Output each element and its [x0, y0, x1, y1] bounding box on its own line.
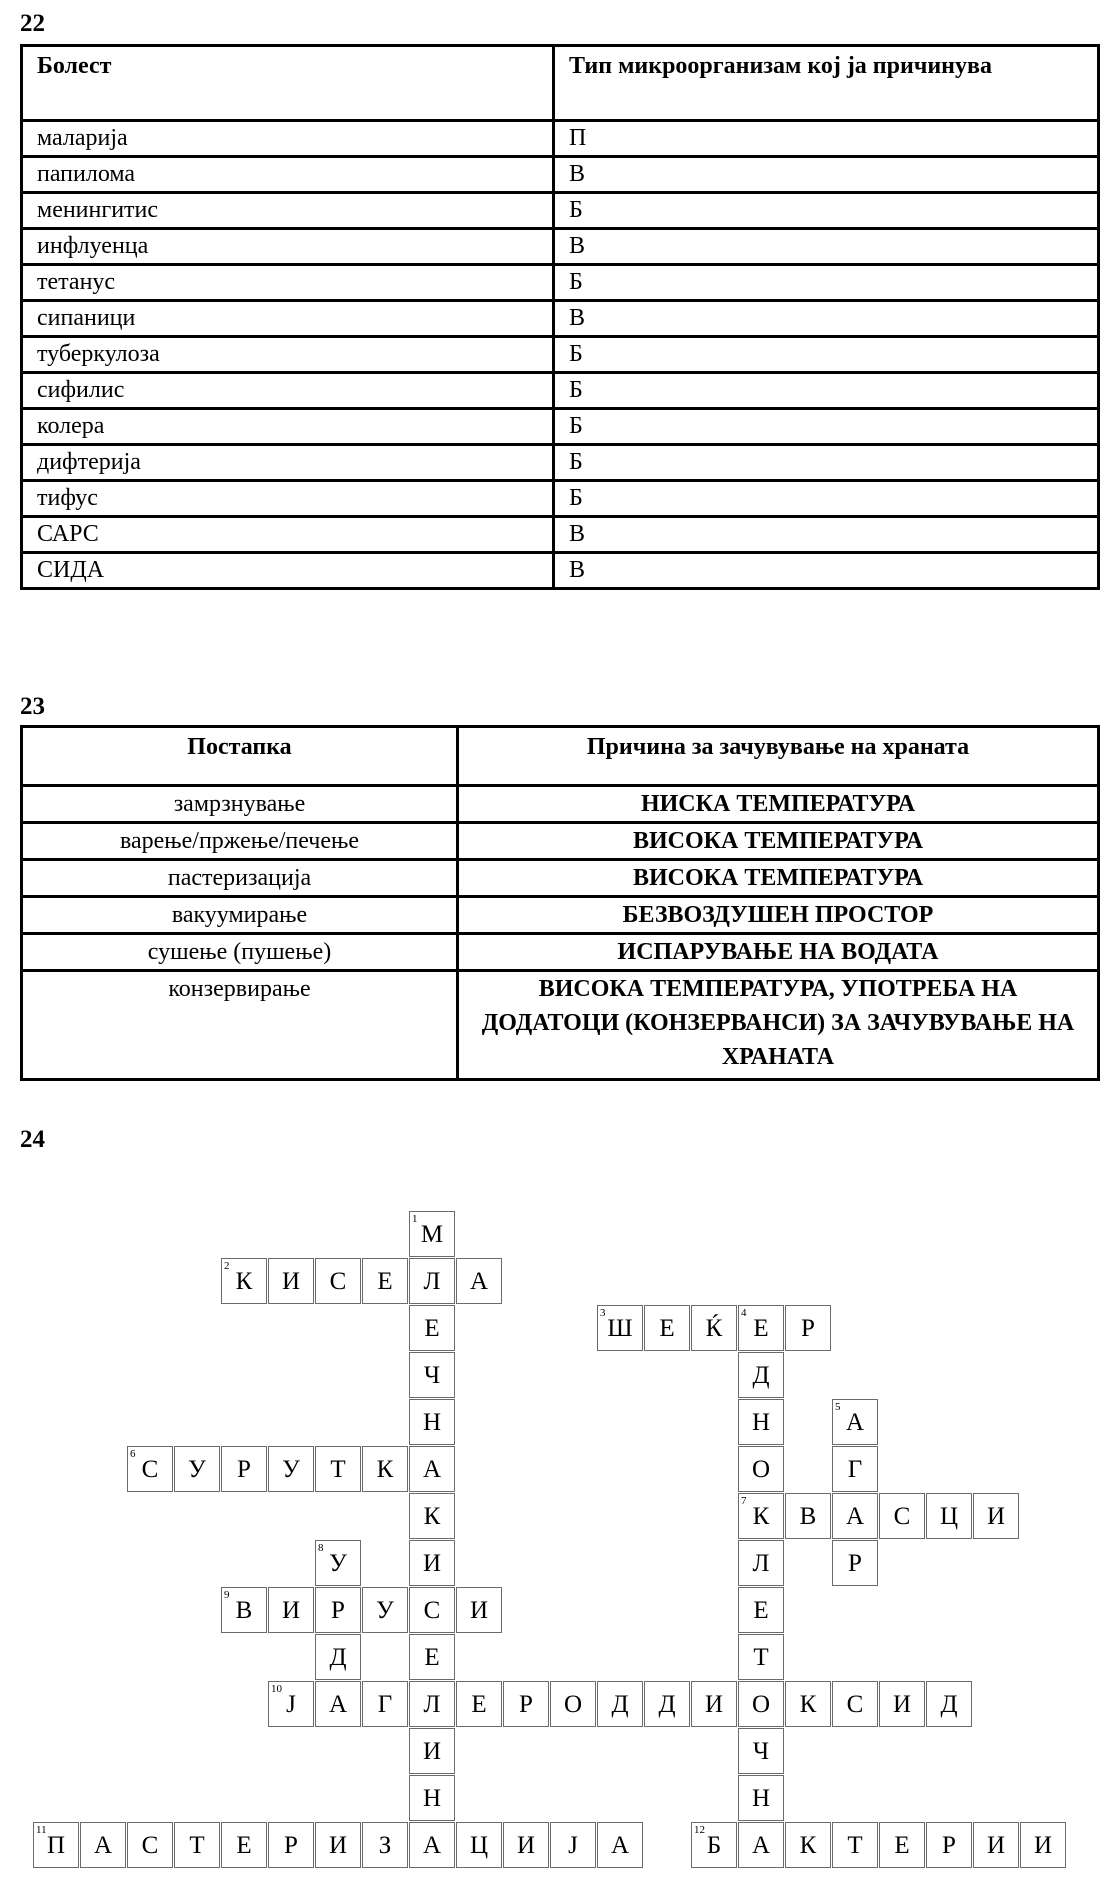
cell-letter: Р [284, 1832, 298, 1859]
crossword-cell[interactable] [33, 1822, 79, 1868]
question-22-number: 22 [20, 10, 45, 37]
microorganism-type-cell: В [554, 229, 1099, 265]
crossword-cell[interactable] [644, 1681, 690, 1727]
clue-number: 6 [130, 1448, 136, 1460]
cell-letter: Т [753, 1644, 769, 1671]
cell-letter: К [752, 1503, 770, 1530]
cell-letter: С [423, 1597, 441, 1624]
cell-letter: Т [847, 1832, 863, 1859]
cell-letter: Ш [607, 1315, 633, 1342]
cell-letter: А [845, 1503, 865, 1530]
cell-letter: Д [329, 1644, 347, 1671]
cell-letter: О [751, 1456, 771, 1483]
table-row [22, 934, 1099, 971]
clue-number: 8 [318, 1542, 324, 1554]
table-header-row [22, 46, 1099, 121]
crossword-cell[interactable] [409, 1493, 455, 1539]
table-row [22, 301, 1099, 337]
table-row [22, 445, 1099, 481]
procedure-cell: вакуумирање [22, 897, 458, 934]
reason-cell: БЕЗВОЗДУШЕН ПРОСТОР [458, 897, 1099, 934]
cell-letter: А [469, 1268, 489, 1295]
crossword-cell[interactable] [409, 1399, 455, 1445]
microorganism-type-cell: В [554, 517, 1099, 553]
crossword-cell[interactable] [597, 1681, 643, 1727]
crossword-cell[interactable] [409, 1728, 455, 1774]
cell-letter: К [235, 1268, 253, 1295]
microorganism-type-cell: П [554, 121, 1099, 157]
crossword-cell[interactable] [879, 1493, 925, 1539]
cell-letter: И [469, 1597, 489, 1624]
cell-letter: Ц [469, 1832, 489, 1859]
cell-letter: Л [423, 1691, 441, 1718]
disease-cell: тифус [22, 481, 554, 517]
crossword-cell[interactable] [738, 1587, 784, 1633]
clue-number: 9 [224, 1589, 230, 1601]
crossword-cell[interactable] [221, 1587, 267, 1633]
reason-cell: ВИСОКА ТЕМПЕРАТУРА [458, 860, 1099, 897]
food-preservation-table [20, 725, 1100, 1081]
disease-cell: САРС [22, 517, 554, 553]
crossword-cell[interactable] [409, 1352, 455, 1398]
cell-letter: Г [377, 1691, 393, 1718]
table-row [22, 193, 1099, 229]
question-23-number: 23 [20, 693, 45, 720]
crossword-cell[interactable] [644, 1305, 690, 1351]
cell-letter: Е [753, 1597, 769, 1624]
crossword-cell[interactable] [127, 1822, 173, 1868]
cell-letter: В [235, 1597, 253, 1624]
clue-number: 4 [741, 1307, 747, 1319]
table-row [22, 823, 1099, 860]
cell-letter: Н [422, 1409, 442, 1436]
crossword-cell[interactable] [456, 1681, 502, 1727]
crossword-cell[interactable] [315, 1446, 361, 1492]
table-row [22, 897, 1099, 934]
crossword-cell[interactable] [691, 1822, 737, 1868]
crossword-cell[interactable] [315, 1587, 361, 1633]
crossword-cell[interactable] [785, 1822, 831, 1868]
crossword-cell[interactable] [503, 1822, 549, 1868]
crossword-cell[interactable] [174, 1822, 220, 1868]
clue-number: 1 [412, 1213, 418, 1225]
cell-letter: У [282, 1456, 300, 1483]
crossword-cell[interactable] [456, 1258, 502, 1304]
cell-letter: К [423, 1503, 441, 1530]
cell-letter: Н [422, 1785, 442, 1812]
cell-letter: И [1033, 1832, 1053, 1859]
cell-letter: А [422, 1456, 442, 1483]
reason-cell: НИСКА ТЕМПЕРАТУРА [458, 786, 1099, 823]
cell-letter: С [141, 1832, 159, 1859]
cell-letter: У [329, 1550, 347, 1577]
crossword-cell[interactable] [221, 1822, 267, 1868]
cell-letter: И [328, 1832, 348, 1859]
cell-letter: С [141, 1456, 159, 1483]
crossword-cell[interactable] [456, 1587, 502, 1633]
crossword-cell[interactable] [597, 1305, 643, 1351]
cell-letter: А [328, 1691, 348, 1718]
cell-letter: Ќ [705, 1315, 723, 1342]
header-reason: Причина за зачувување на храната [458, 727, 1099, 786]
crossword-cell[interactable] [926, 1493, 972, 1539]
cell-letter: И [281, 1597, 301, 1624]
cell-letter: Ц [939, 1503, 959, 1530]
cell-letter: У [376, 1597, 394, 1624]
header-procedure: Постапка [22, 727, 458, 786]
crossword-cell[interactable] [456, 1822, 502, 1868]
procedure-cell: конзервирање [22, 971, 458, 1080]
cell-letter: Н [751, 1785, 771, 1812]
crossword-cell[interactable] [409, 1211, 455, 1257]
crossword-cell[interactable] [879, 1822, 925, 1868]
microorganism-type-cell: В [554, 157, 1099, 193]
cell-letter: З [378, 1832, 392, 1859]
crossword-cell[interactable] [315, 1634, 361, 1680]
cell-letter: Е [471, 1691, 487, 1718]
crossword-cell[interactable] [832, 1493, 878, 1539]
disease-cell: маларија [22, 121, 554, 157]
cell-letter: Т [330, 1456, 346, 1483]
cell-letter: У [188, 1456, 206, 1483]
crossword-cell[interactable] [879, 1681, 925, 1727]
crossword-cell[interactable] [268, 1258, 314, 1304]
crossword-cell[interactable] [315, 1258, 361, 1304]
microorganism-type-cell: Б [554, 265, 1099, 301]
cell-letter: Л [752, 1550, 770, 1577]
cell-letter: Р [331, 1597, 345, 1624]
disease-microorganism-table [20, 44, 1100, 590]
crossword-cell[interactable] [268, 1446, 314, 1492]
cell-letter: И [704, 1691, 724, 1718]
crossword-cell[interactable] [268, 1681, 314, 1727]
crossword-cell[interactable] [597, 1822, 643, 1868]
crossword-cell[interactable] [926, 1822, 972, 1868]
cell-letter: О [751, 1691, 771, 1718]
disease-cell: папилома [22, 157, 554, 193]
crossword-cell[interactable] [409, 1634, 455, 1680]
crossword-cell[interactable] [503, 1681, 549, 1727]
microorganism-type-cell: Б [554, 337, 1099, 373]
table-row [22, 553, 1099, 589]
clue-number: 2 [224, 1260, 230, 1272]
cell-letter: Ј [568, 1832, 578, 1859]
disease-cell: инфлуенца [22, 229, 554, 265]
procedure-cell: пастеризација [22, 860, 458, 897]
cell-letter: И [281, 1268, 301, 1295]
disease-cell: колера [22, 409, 554, 445]
crossword-cell[interactable] [691, 1681, 737, 1727]
crossword-cell[interactable] [362, 1446, 408, 1492]
crossword-cell[interactable] [973, 1493, 1019, 1539]
cell-letter: И [422, 1738, 442, 1765]
header-disease: Болест [22, 46, 554, 121]
table-row [22, 157, 1099, 193]
microorganism-type-cell: Б [554, 193, 1099, 229]
cell-letter: Н [751, 1409, 771, 1436]
cell-letter: Л [423, 1268, 441, 1295]
crossword-cell[interactable] [362, 1258, 408, 1304]
cell-letter: Р [519, 1691, 533, 1718]
clue-number: 12 [694, 1824, 705, 1836]
clue-number: 3 [600, 1307, 606, 1319]
crossword-cell[interactable] [1020, 1822, 1066, 1868]
crossword-cell[interactable] [268, 1587, 314, 1633]
cell-letter: К [799, 1832, 817, 1859]
cell-letter: Е [753, 1315, 769, 1342]
crossword-cell[interactable] [738, 1634, 784, 1680]
cell-letter: С [893, 1503, 911, 1530]
crossword-cell[interactable] [832, 1446, 878, 1492]
cell-letter: А [845, 1409, 865, 1436]
cell-letter: Д [658, 1691, 676, 1718]
crossword-cell[interactable] [738, 1728, 784, 1774]
crossword-cell[interactable] [738, 1540, 784, 1586]
cell-letter: П [46, 1832, 66, 1859]
reason-cell: ВИСОКА ТЕМПЕРАТУРА, УПОТРЕБА НА ДОДАТОЦИ (КОНЗЕРВАНСИ) ЗА ЗАЧУВУВАЊЕ НА ХРАНАТА [458, 971, 1099, 1080]
disease-cell: туберкулоза [22, 337, 554, 373]
crossword-cell[interactable] [409, 1258, 455, 1304]
microorganism-type-cell: В [554, 553, 1099, 589]
crossword-cell[interactable] [785, 1305, 831, 1351]
cell-letter: Р [237, 1456, 251, 1483]
crossword-cell[interactable] [315, 1681, 361, 1727]
crossword-cell[interactable] [832, 1399, 878, 1445]
crossword-cell[interactable] [221, 1258, 267, 1304]
cell-letter: К [376, 1456, 394, 1483]
crossword-cell[interactable] [409, 1305, 455, 1351]
crossword-cell[interactable] [409, 1540, 455, 1586]
cell-letter: Д [752, 1362, 770, 1389]
disease-cell: сифилис [22, 373, 554, 409]
disease-cell: сипаници [22, 301, 554, 337]
cell-letter: Е [894, 1832, 910, 1859]
table-row [22, 971, 1099, 1080]
crossword-cell[interactable] [738, 1399, 784, 1445]
cell-letter: Р [801, 1315, 815, 1342]
cell-letter: С [846, 1691, 864, 1718]
table-row [22, 409, 1099, 445]
cell-letter: А [751, 1832, 771, 1859]
cell-letter: С [329, 1268, 347, 1295]
cell-letter: Е [424, 1644, 440, 1671]
table-row [22, 265, 1099, 301]
cell-letter: А [610, 1832, 630, 1859]
cell-letter: Г [847, 1456, 863, 1483]
cell-letter: В [799, 1503, 817, 1530]
cell-letter: Д [611, 1691, 629, 1718]
table-row [22, 481, 1099, 517]
crossword-cell[interactable] [362, 1681, 408, 1727]
microorganism-type-cell: Б [554, 445, 1099, 481]
cell-letter: А [422, 1832, 442, 1859]
table-header-row [22, 727, 1099, 786]
cell-letter: И [892, 1691, 912, 1718]
crossword-cell[interactable] [80, 1822, 126, 1868]
table-row [22, 517, 1099, 553]
crossword-cell[interactable] [409, 1587, 455, 1633]
reason-cell: ИСПАРУВАЊЕ НА ВОДАТА [458, 934, 1099, 971]
cell-letter: К [799, 1691, 817, 1718]
reason-cell: ВИСОКА ТЕМПЕРАТУРА [458, 823, 1099, 860]
table-row [22, 121, 1099, 157]
microorganism-type-cell: В [554, 301, 1099, 337]
crossword-cell[interactable] [550, 1681, 596, 1727]
procedure-cell: варење/пржење/печење [22, 823, 458, 860]
disease-cell: дифтерија [22, 445, 554, 481]
crossword-cell[interactable] [315, 1822, 361, 1868]
cell-letter: А [93, 1832, 113, 1859]
cell-letter: О [563, 1691, 583, 1718]
disease-cell: тетанус [22, 265, 554, 301]
crossword-cell[interactable] [362, 1587, 408, 1633]
cell-letter: И [986, 1503, 1006, 1530]
cell-letter: Р [942, 1832, 956, 1859]
cell-letter: И [422, 1550, 442, 1577]
cell-letter: Т [189, 1832, 205, 1859]
crossword-cell[interactable] [785, 1493, 831, 1539]
crossword-cell[interactable] [409, 1822, 455, 1868]
table-row [22, 373, 1099, 409]
clue-number: 5 [835, 1401, 841, 1413]
procedure-cell: замрзнување [22, 786, 458, 823]
cell-letter: Р [848, 1550, 862, 1577]
crossword-cell[interactable] [409, 1681, 455, 1727]
crossword-cell[interactable] [221, 1446, 267, 1492]
question-24-number: 24 [20, 1126, 45, 1153]
clue-number: 7 [741, 1495, 747, 1507]
microorganism-type-cell: Б [554, 373, 1099, 409]
crossword-cell[interactable] [738, 1446, 784, 1492]
table-row [22, 786, 1099, 823]
crossword-cell[interactable] [738, 1681, 784, 1727]
crossword-cell[interactable] [409, 1775, 455, 1821]
crossword-cell[interactable] [785, 1681, 831, 1727]
table-row [22, 337, 1099, 373]
crossword-cell[interactable] [738, 1352, 784, 1398]
crossword-cell[interactable] [832, 1540, 878, 1586]
microorganism-type-cell: Б [554, 409, 1099, 445]
crossword-cell[interactable] [973, 1822, 1019, 1868]
clue-number: 10 [271, 1683, 282, 1695]
cell-letter: И [986, 1832, 1006, 1859]
table-row [22, 229, 1099, 265]
cell-letter: Ч [423, 1362, 441, 1389]
procedure-cell: сушење (пушење) [22, 934, 458, 971]
cell-letter: Е [424, 1315, 440, 1342]
crossword-cell[interactable] [127, 1446, 173, 1492]
cell-letter: И [516, 1832, 536, 1859]
disease-cell: СИДА [22, 553, 554, 589]
crossword-cell[interactable] [174, 1446, 220, 1492]
cell-letter: Ј [286, 1691, 296, 1718]
crossword-cell[interactable] [738, 1305, 784, 1351]
crossword-cell[interactable] [926, 1681, 972, 1727]
crossword-cell[interactable] [738, 1493, 784, 1539]
cell-letter: Б [706, 1832, 722, 1859]
cell-letter: Ч [752, 1738, 770, 1765]
cell-letter: Е [377, 1268, 393, 1295]
crossword-cell[interactable] [691, 1305, 737, 1351]
crossword-cell[interactable] [832, 1681, 878, 1727]
disease-cell: менингитис [22, 193, 554, 229]
crossword-cell[interactable] [738, 1775, 784, 1821]
crossword-cell[interactable] [550, 1822, 596, 1868]
cell-letter: Е [236, 1832, 252, 1859]
cell-letter: Д [940, 1691, 958, 1718]
table-row [22, 860, 1099, 897]
cell-letter: Е [659, 1315, 675, 1342]
crossword-cell[interactable] [268, 1822, 314, 1868]
crossword-cell[interactable] [409, 1446, 455, 1492]
crossword-cell[interactable] [362, 1822, 408, 1868]
crossword-cell[interactable] [315, 1540, 361, 1586]
microorganism-type-cell: Б [554, 481, 1099, 517]
crossword-cell[interactable] [832, 1822, 878, 1868]
clue-number: 11 [36, 1824, 47, 1836]
header-microorganism-type: Тип микроорганизам кој ја причинува [554, 46, 1099, 121]
crossword-cell[interactable] [738, 1822, 784, 1868]
cell-letter: М [420, 1221, 444, 1248]
